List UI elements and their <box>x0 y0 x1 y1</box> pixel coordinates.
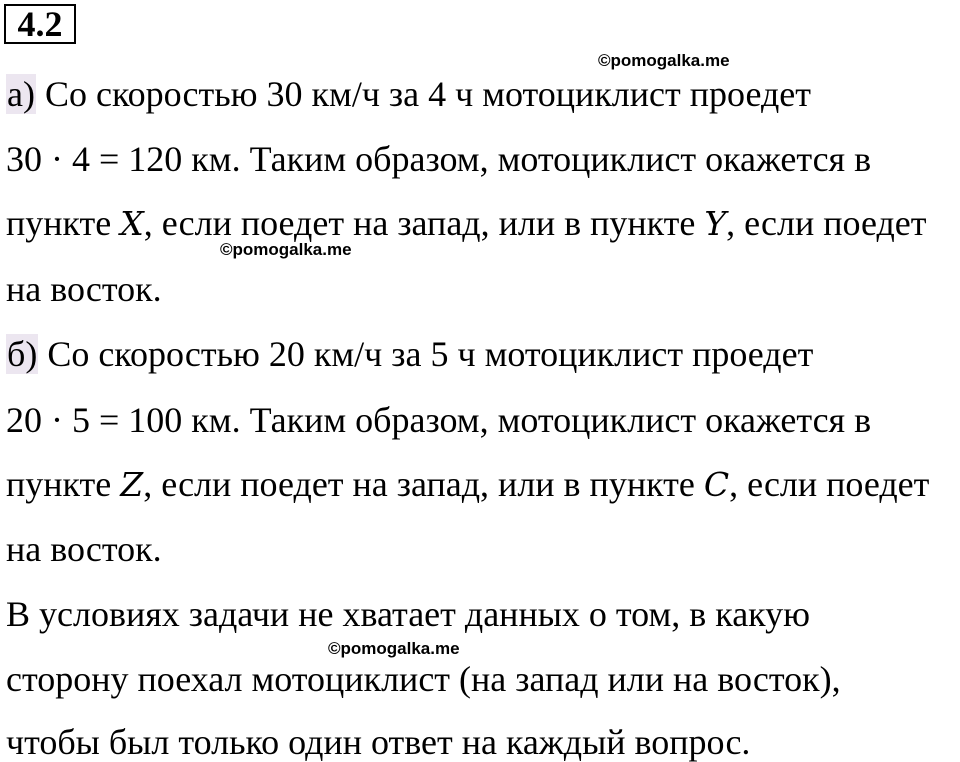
part-b-line-1 <box>6 334 813 374</box>
conclusion-line-1: В условиях задачи не хватает данных о том, в какую <box>6 594 811 634</box>
part-a-marker: а) <box>7 74 35 114</box>
point-z-label: Z <box>120 465 144 504</box>
conclusion-line-3: чтобы был только один ответ на каждый вопрос. <box>6 722 751 762</box>
point-y-label: Y <box>704 204 727 243</box>
part-b-line-3 <box>6 464 929 505</box>
watermark-middle: ©pomogalka.me <box>220 240 352 259</box>
point-x-label: X <box>120 204 144 243</box>
part-b-line-3-start: пункте <box>6 464 121 504</box>
part-a-line-1 <box>6 74 811 114</box>
part-b-marker: б) <box>7 334 38 374</box>
part-a-line-1-text: Со скоростью 30 км/ч за 4 ч мотоциклист проедет <box>35 74 811 114</box>
part-a-line-3-end: , если поедет <box>726 203 927 243</box>
part-a-line-3-mid: , если поедет на запад, или в пункте <box>143 203 705 243</box>
part-a-line-3 <box>6 203 927 244</box>
part-a-line-4: на восток. <box>6 269 162 309</box>
part-a-line-3-start: пункте <box>6 203 121 243</box>
part-a-line-2: 30 · 4 = 120 км. Таким образом, мотоциклист окажется в <box>6 139 872 179</box>
part-b-line-4: на восток. <box>6 529 162 569</box>
point-c-label: C <box>703 465 730 504</box>
watermark-top: ©pomogalka.me <box>598 51 730 70</box>
part-b-line-3-mid: , если поедет на запад, или в пункте <box>143 464 704 504</box>
part-b-line-2: 20 · 5 = 100 км. Таким образом, мотоциклист окажется в <box>6 400 872 440</box>
part-b-line-1-text: Со скоростью 20 км/ч за 5 ч мотоциклист проедет <box>38 334 814 374</box>
conclusion-line-2: сторону поехал мотоциклист (на запад или на восток), <box>6 659 841 699</box>
part-b-line-3-end: , если поедет <box>729 464 930 504</box>
problem-number: 4.2 <box>4 4 76 44</box>
watermark-bottom: ©pomogalka.me <box>328 639 460 658</box>
